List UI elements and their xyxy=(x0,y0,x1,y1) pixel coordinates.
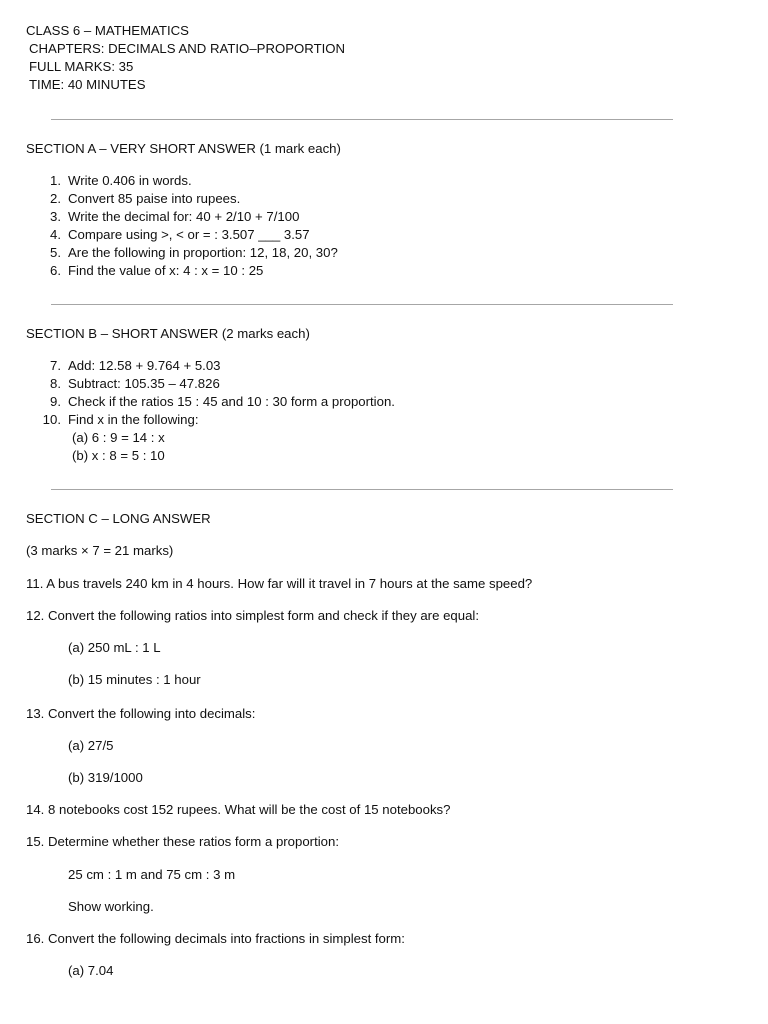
question-text: Compare using >, < or = : 3.507 ___ 3.57 xyxy=(68,227,310,242)
question-item xyxy=(26,208,338,226)
question-number: 6. xyxy=(50,263,61,278)
section-b-title: SECTION B – SHORT ANSWER (2 marks each) xyxy=(26,326,310,341)
question-subpart: 25 cm : 1 m and 75 cm : 3 m xyxy=(68,867,236,882)
question-item xyxy=(26,357,395,375)
question-text: Are the following in proportion: 12, 18, 20, 30? xyxy=(68,245,338,260)
question-subpart: (a) 250 mL : 1 L xyxy=(68,640,161,655)
worksheet-header xyxy=(26,22,345,94)
question-text: Write the decimal for: 40 + 2/10 + 7/100 xyxy=(68,209,300,224)
question-text: Write 0.406 in words. xyxy=(68,173,192,188)
question-number: 7. xyxy=(50,358,61,373)
question-subpart: Show working. xyxy=(68,899,154,914)
question-11: 11. A bus travels 240 km in 4 hours. How far will it travel in 7 hours at the same speed? xyxy=(26,576,533,591)
question-number: 2. xyxy=(50,191,61,206)
full-marks-line: FULL MARKS: 35 xyxy=(29,59,134,74)
question-item xyxy=(26,172,338,190)
question-subpart: (a) 27/5 xyxy=(68,738,114,753)
chapters-line: CHAPTERS: DECIMALS AND RATIO–PROPORTION xyxy=(29,41,346,56)
question-text: Convert 85 paise into rupees. xyxy=(68,191,241,206)
question-text: Subtract: 105.35 – 47.826 xyxy=(68,376,220,391)
section-c-title: SECTION C – LONG ANSWER xyxy=(26,511,211,526)
question-13: 13. Convert the following into decimals: xyxy=(26,706,256,721)
question-number: 5. xyxy=(50,245,61,260)
question-number: 4. xyxy=(50,227,61,242)
question-16: 16. Convert the following decimals into fractions in simplest form: xyxy=(26,931,405,946)
question-item xyxy=(26,375,395,393)
question-number: 10. xyxy=(42,412,61,427)
question-item xyxy=(26,226,338,244)
question-subpart: (b) x : 8 = 5 : 10 xyxy=(72,448,165,463)
question-item xyxy=(26,262,338,280)
question-12: 12. Convert the following ratios into simplest form and check if they are equal: xyxy=(26,608,479,623)
section-a-question-list xyxy=(26,172,338,280)
question-item xyxy=(26,411,395,465)
question-14: 14. 8 notebooks cost 152 rupees. What will be the cost of 15 notebooks? xyxy=(26,802,451,817)
question-text: Find the value of x: 4 : x = 10 : 25 xyxy=(68,263,264,278)
question-item xyxy=(26,244,338,262)
class-subject-title: CLASS 6 – MATHEMATICS xyxy=(26,23,189,38)
question-item xyxy=(26,393,395,411)
time-line: TIME: 40 MINUTES xyxy=(29,77,146,92)
question-subpart: (a) 6 : 9 = 14 : x xyxy=(72,430,165,445)
question-subpart: (a) 7.04 xyxy=(68,963,114,978)
question-15: 15. Determine whether these ratios form a proportion: xyxy=(26,834,339,849)
question-text: Check if the ratios 15 : 45 and 10 : 30 form a proportion. xyxy=(68,394,395,409)
question-number: 8. xyxy=(50,376,61,391)
question-text: Add: 12.58 + 9.764 + 5.03 xyxy=(68,358,221,373)
section-a-title: SECTION A – VERY SHORT ANSWER (1 mark each) xyxy=(26,141,341,156)
question-number: 9. xyxy=(50,394,61,409)
question-text: Find x in the following: xyxy=(68,412,199,427)
section-divider xyxy=(51,119,673,120)
section-divider xyxy=(51,304,673,305)
question-item xyxy=(26,190,338,208)
section-c-marks: (3 marks × 7 = 21 marks) xyxy=(26,543,174,558)
question-number: 1. xyxy=(50,173,61,188)
question-subpart: (b) 319/1000 xyxy=(68,770,143,785)
question-number: 3. xyxy=(50,209,61,224)
section-b-question-list xyxy=(26,357,395,465)
section-divider xyxy=(51,489,673,490)
question-subpart: (b) 15 minutes : 1 hour xyxy=(68,672,201,687)
